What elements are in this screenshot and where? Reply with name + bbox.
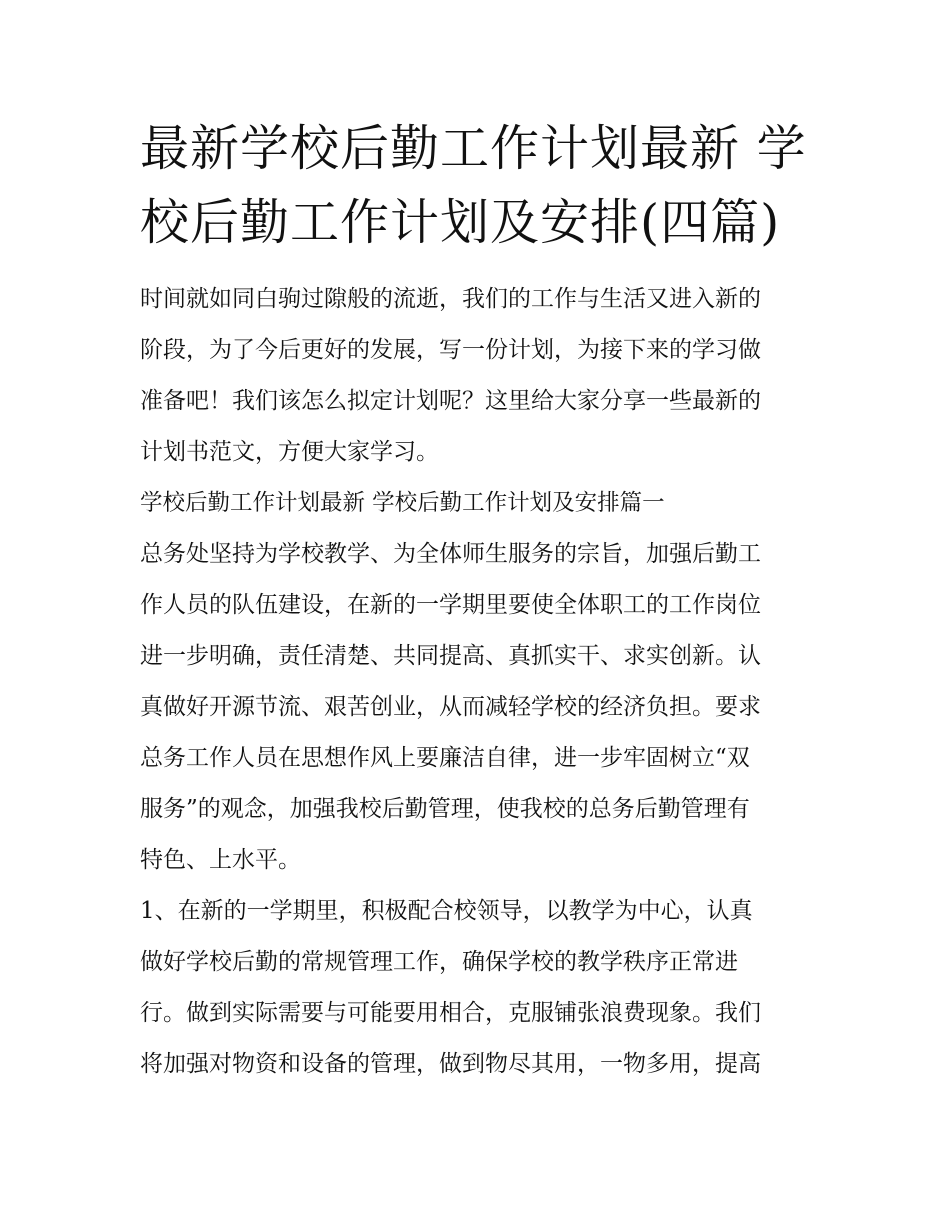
body-paragraph-2 — [140, 886, 820, 1090]
text-line: 服务”的观念，加强我校后勤管理，使我校的总务后勤管理有 — [140, 796, 750, 822]
text-line: 计划书范文，方便大家学习。 — [140, 439, 439, 465]
text-line: 将加强对物资和设备的管理，做到物尽其用，一物多用，提高 — [140, 1051, 761, 1077]
text-line: 作人员的队伍建设，在新的一学期里要使全体职工的工作岗位 — [140, 592, 761, 618]
text-line: 总务处坚持为学校教学、为全体师生服务的宗旨，加强后勤工 — [140, 541, 761, 567]
title-line: 最新学校后勤工作计划最新 学 — [140, 120, 807, 177]
text-line: 真做好开源节流、艰苦创业，从而减轻学校的经济负担。要求 — [140, 694, 761, 720]
text-line: 1、在新的一学期里，积极配合校领导，以教学为中心，认真 — [140, 898, 753, 924]
text-line: 做好学校后勤的常规管理工作，确保学校的教学秩序正常进 — [140, 949, 738, 975]
intro-paragraph — [140, 274, 820, 478]
text-line: 特色、上水平。 — [140, 847, 301, 873]
section-heading-text: 学校后勤工作计划最新 学校后勤工作计划及安排篇一 — [140, 490, 665, 516]
title-line: 校后勤工作计划及安排(四篇) — [140, 194, 781, 251]
text-line: 总务工作人员在思想作风上要廉洁自律，进一步牢固树立“双 — [140, 745, 750, 771]
body-paragraph-1 — [140, 529, 820, 886]
section-heading — [140, 478, 820, 529]
text-line: 准备吧！我们该怎么拟定计划呢？这里给大家分享一些最新的 — [140, 388, 761, 414]
document-title — [140, 112, 820, 260]
text-line: 行。做到实际需要与可能要用相合，克服铺张浪费现象。我们 — [140, 1000, 761, 1026]
text-line: 阶段，为了今后更好的发展，写一份计划，为接下来的学习做 — [140, 337, 761, 363]
text-line: 时间就如同白驹过隙般的流逝，我们的工作与生活又进入新的 — [140, 286, 761, 312]
text-line: 进一步明确，责任清楚、共同提高、真抓实干、求实创新。认 — [140, 643, 761, 669]
